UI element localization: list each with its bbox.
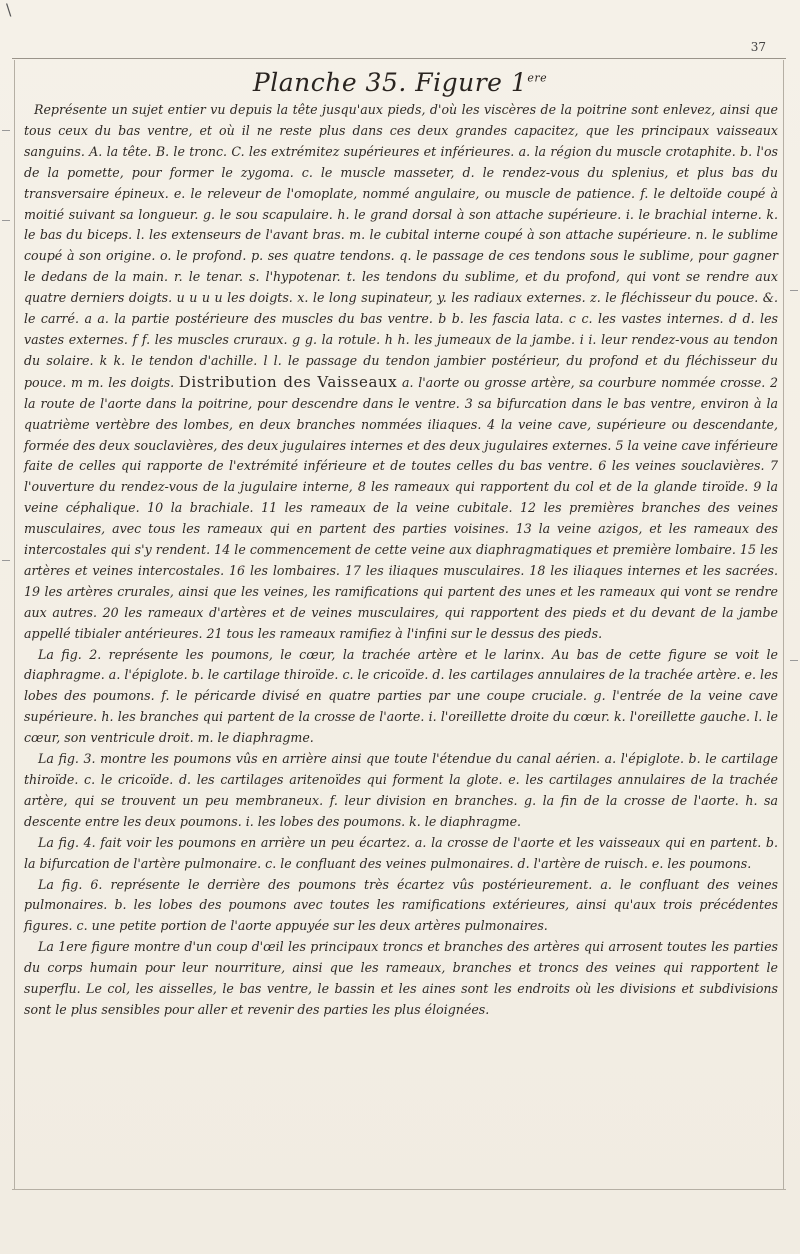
corner-mark: \ xyxy=(6,0,12,19)
plate-description xyxy=(24,100,778,1021)
paragraph-summary: La 1ere figure montre d'un coup d'œil les principaux troncs et branches des artères qui arrosent toutes les parties du corps humain pour leur nourriture, ainsi que les rameaux, branches et troncs des veines qui rapportent le superflu. Le col, les aisselles, le bas ventre, le bassin et les aines sont les endroits où les divisions et subdivisions sont le plus sensibles pour aller et revenir des parties les plus éloignées. xyxy=(24,939,778,1017)
bottom-rule xyxy=(12,1189,786,1190)
paragraph-figure-6: La fig. 6. représente le derrière des poumons très écartez vûs postérieurement. a. le confluant des veines pulmonaires. b. les lobes des poumons avec toutes les ramifications extérieures, ainsi qu'aux trois précédentes figures. c. une petite portion de l'aorte appuyée sur les deux artères pulmonaires. xyxy=(24,876,778,934)
margin-tick xyxy=(2,220,10,221)
paragraph-figure-3: La fig. 3. montre les poumons vûs en arrière ainsi que toute l'étendue du canal aérien. a. l'épiglote. b. le cartilage thiroïde. c. le cricoïde. d. les cartilages aritenoïdes qui forment la glote. e. les cartilages annulaires de la trachée artère, qui se trouvent un peu membraneux. f. leur division en branches. g. la fin de la crosse de l'aorte. h. sa descente entre les deux poumons. i. les lobes des poumons. k. le diaphragme. xyxy=(24,751,778,829)
plate-title-text: Planche 35. Figure 1 xyxy=(252,68,528,97)
right-border xyxy=(783,60,784,1190)
distribution-text: 2 la route de l'aorte dans la poitrine, pour descendre dans le ventre. 3 sa bifurcation dans le bas ventre, environ à la quatrième vertèbre des lombes, en deux branches nommées iliaques. 4 la veine cave, supérieure ou descendante, formée des deux souclavières, des deux jugulaires internes et des deux jugulaires externes. 5 la veine cave inférieure faite de celles qui rapporte de l'extrémité inférieure et de toutes celles du bas ventre. 6 les veines souclavières. 7 l'ouverture du rendez-vous de la jugulaire interne, 8 les rameaux qui rapportent du col et de la glande tiroïde. 9 la veine céphalique. 10 la brachiale. 11 les rameaux de la veine cubitale. 12 les premières branches des veines musculaires, avec tous les rameaux qui en partent des parties voisines. 13 la veine azigos, et les rameaux des intercostales qui s'y rendent. 14 le commencement de cette veine aux diaphragmatiques et première lombaire. 15 les artères et veines intercostales. 16 les lombaires. 17 les iliaques musculaires. 18 les iliaques internes et les sacrées. 19 les artères crurales, ainsi que les veines, les ramifications qui partent des unes et les rameaux qui vont se rendre aux autres. 20 les rameaux d'artères et de veines musculaires, qui rapportent des pieds et du devant de la jambe appellé tibialer antérieures. 21 tous les rameaux ramifiez à l'infini sur le dessus des pieds. xyxy=(24,374,778,641)
left-border xyxy=(14,60,15,1190)
paragraph-figure-1-text: Représente un sujet entier vu depuis la tête jusqu'aux pieds, d'où les viscères de la poitrine sont enlevez, ainsi que tous ceux du bas ventre, et où il ne reste plus dans ces deux grandes capacitez, que les principaux vaisseaux sanguins. A. la tête. B. le tronc. C. les extrémitez supérieures et inférieures. a. la région du muscle crotaphite. b. l'os de la pomette, pour former le zygoma. c. le muscle masseter, d. le rendez-vous du splenius, et plus bas du transversaire épineux. e. le releveur de l'omoplate, nommé angulaire, ou muscle de patience. f. le deltoïde coupé à moitié suivant sa longueur. g. le sou scapulaire. h. le grand dorsal à son attache supérieure. i. le brachial interne. k. le bas du biceps. l. les extenseurs de l'avant bras. m. le cubital interne coupé à son attache supérieure. n. le sublime coupé à son origine. o. le profond. p. ses quatre tendons. q. le passage de ces tendons sous le sublime, pour gagner le dedans de la main. r. le tenar. s. l'hypotenar. t. les tendons du sublime, et du profond, qui vont se rendre aux quatre derniers doigts. u u u u les doigts. x. le long supinateur, y. les radiaux externes. z. le fléchisseur du pouce. &. le carré. a a. la partie postérieure des muscles du bas ventre. b b. les fascia lata. c c. les vastes internes. d d. les vastes externes. f f. les muscles cruraux. g g. la rotule. h h. les jumeaux de la jambe. i i. leur rendez-vous au tendon du solaire. k k. le tendon d'achille. l l. le passage du tendon jambier postérieur, du profond et du fléchisseur du pouce. m m. les doigts. xyxy=(24,102,778,390)
distribution-lead: a. l'aorte ou grosse artère, sa courbure nommée crosse. xyxy=(402,374,766,390)
paragraph-figure-1 xyxy=(24,100,778,645)
paragraph-figure-2: La fig. 2. représente les poumons, le cœur, la trachée artère et le larinx. Au bas de cette figure se voit le diaphragme. a. l'épiglote. b. le cartilage thiroïde. c. le cricoïde. d. les cartilages annulaires de la trachée artère. e. les lobes des poumons. f. le péricarde divisé en quatre parties par une coupe cruciale. g. l'entrée de la veine cave supérieure. h. les branches qui partent de la crosse de l'aorte. i. l'oreillette droite du cœur. k. l'oreillette gauche. l. le cœur, son ventricule droit. m. le diaphragme. xyxy=(24,646,778,746)
paragraph-figure-4: La fig. 4. fait voir les poumons en arrière un peu écartez. a. la crosse de l'aorte et les vaisseaux qui en partent. b. la bifurcation de l'artère pulmonaire. c. le confluant des veines pulmonaires. d. l'artère de ruisch. e. les poumons. xyxy=(24,834,778,871)
page-number: 37 xyxy=(750,40,766,54)
plate-title-sup: ere xyxy=(527,71,548,85)
top-rule xyxy=(12,58,786,59)
margin-tick xyxy=(2,560,10,561)
plate-title xyxy=(0,68,800,97)
margin-tick xyxy=(790,290,798,291)
margin-tick xyxy=(790,660,798,661)
distribution-heading: Distribution des Vaisseaux xyxy=(178,372,398,391)
margin-tick xyxy=(2,130,10,131)
